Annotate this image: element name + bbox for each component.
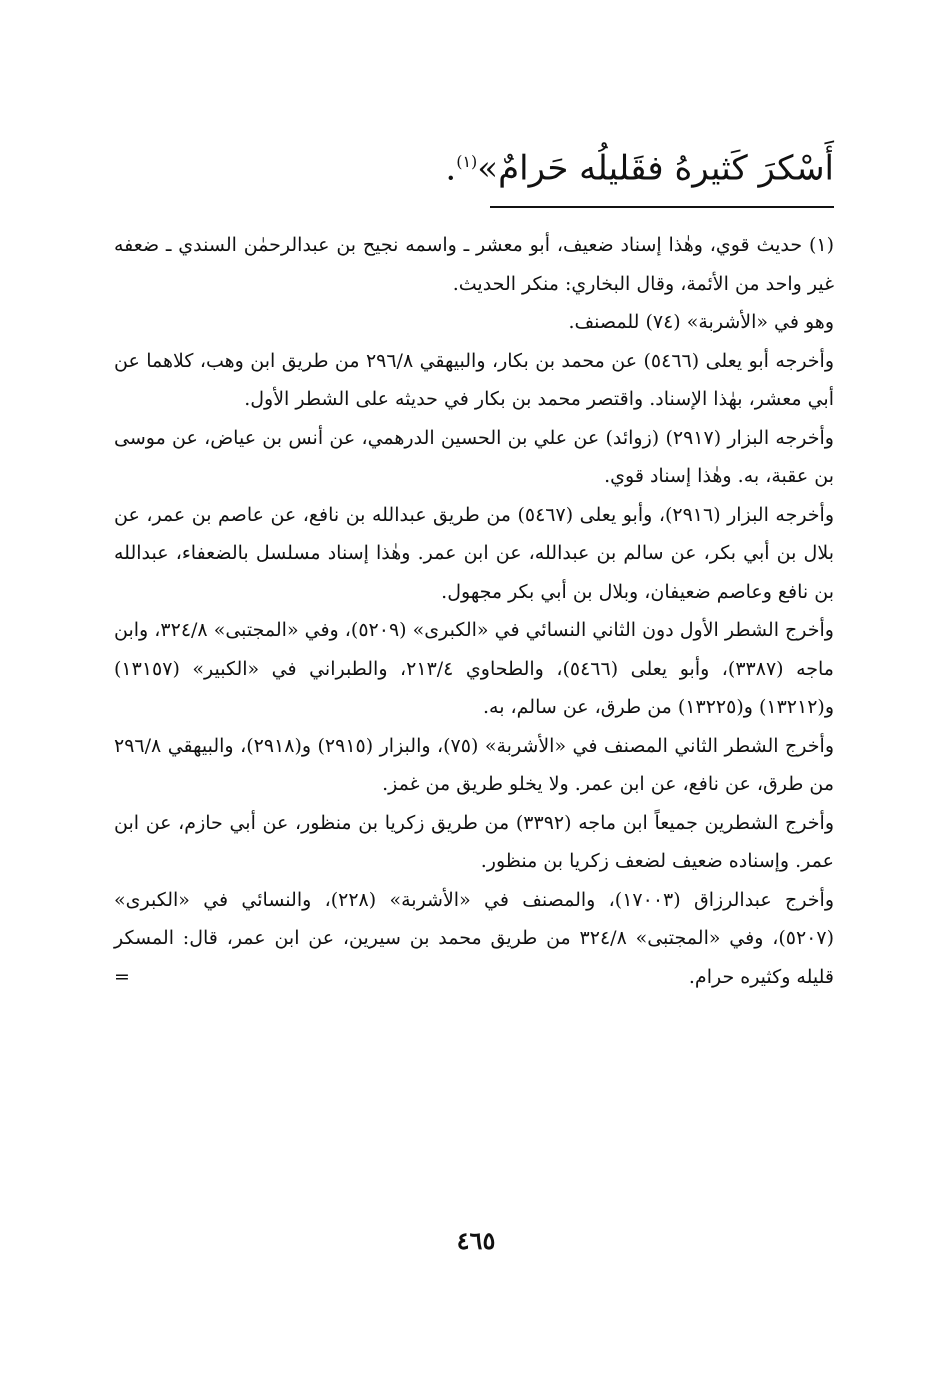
footnote-last-wrapper bbox=[114, 881, 834, 997]
continuation-mark: = bbox=[114, 965, 130, 988]
footnote-paragraph-3: وأخرجه أبو يعلى (٥٤٦٦) عن محمد بن بكار، والبيهقي ٢٩٦/٨ من طريق ابن وهب، كلاهما عن أبي معشر، بهٰذا الإسناد. واقتصر محمد بن بكار في حديثه على الشطر الأول. bbox=[114, 349, 835, 410]
footnote-paragraph-4: وأخرجه البزار (٢٩١٧) (زوائد) عن علي بن الحسين الدرهمي، عن أنس بن عياض، عن موسى بن عقبة، به. وهٰذا إسناد قوي. bbox=[114, 426, 834, 487]
main-text-line bbox=[234, 138, 834, 192]
main-text-end: . bbox=[445, 148, 457, 189]
footnote-paragraph-7: وأخرج الشطر الثاني المصنف في «الأشربة» (٧٥)، والبزار (٢٩١٥) و(٢٩١٨)، والبيهقي ٢٩٦/٨ من طرق، عن نافع، عن ابن عمر. ولا يخلو طريق من غمز. bbox=[114, 734, 834, 795]
footnote-paragraph-1: (١) حديث قوي، وهٰذا إسناد ضعيف، أبو معشر ـ واسمه نجيح بن عبدالرحمٰن السندي ـ ضعفه غير واحد من الأئمة، وقال البخاري: منكر الحديث. bbox=[114, 234, 834, 295]
footnote-paragraph-9: وأخرج عبدالرزاق (١٧٠٠٣)، والمصنف في «الأشربة» (٢٢٨)، والنسائي في «الكبرى» (٥٢٠٧)، وفي «المجتبى» ٣٢٤/٨ من طريق محمد بن سيرين، عن ابن عمر، قال: المسكر قليله وكثيره حرام. bbox=[114, 888, 834, 988]
footnote-paragraph-5: وأخرجه البزار (٢٩١٦)، وأبو يعلى (٥٤٦٧) من طريق عبدالله بن نافع، عن عاصم بن عمر، عن بلال بن أبي بكر، عن سالم بن عبدالله، عن ابن عمر. وهٰذا إسناد مسلسل بالضعفاء، عبدالله بن نافع وعاصم ضعيفان، وبلال بن أبي بكر مجهول. bbox=[114, 503, 834, 603]
footnote-ref-mark: (١) bbox=[456, 152, 478, 171]
main-text: أَسْكرَ كَثيرهُ فقَليلُه حَرامٌ» bbox=[477, 148, 834, 189]
page-number: ٤٦٥ bbox=[456, 1226, 496, 1255]
footnote-paragraph-2: وهو في «الأشربة» (٧٤) للمصنف. bbox=[568, 311, 834, 333]
footnote-paragraph-6: وأخرج الشطر الأول دون الثاني النسائي في «الكبرى» (٥٢٠٩)، وفي «المجتبى» ٣٢٤/٨، وابن ماجه (٣٣٨٧)، وأبو يعلى (٥٤٦٦)، والطحاوي ٢١٣/٤، والطبراني في «الكبير» (١٣١٥٧) و(١٣٢١٢) و(١٣٢٢٥) من طرق، عن سالم، به. bbox=[114, 619, 834, 718]
footnote-paragraph-8: وأخرج الشطرين جميعاً ابن ماجه (٣٣٩٢) من طريق زكريا بن منظور، عن أبي حازم، عن ابن عمر. وإسناده ضعيف لضعف زكريا بن منظور. bbox=[114, 811, 834, 872]
footnote-separator bbox=[490, 206, 834, 208]
footnotes-block bbox=[114, 226, 834, 996]
